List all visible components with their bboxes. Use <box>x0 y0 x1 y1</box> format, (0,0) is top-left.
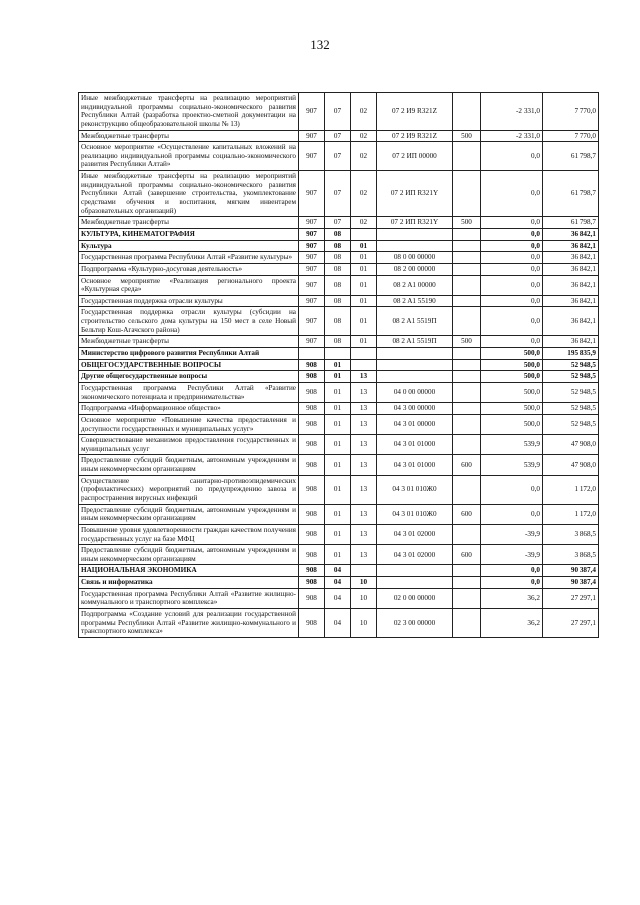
cell-total: 3 868,5 <box>543 545 599 565</box>
cell-subsection: 02 <box>351 171 377 217</box>
cell-expense-type <box>453 414 481 434</box>
cell-ministry: 908 <box>299 359 325 371</box>
cell-total: 61 798,7 <box>543 171 599 217</box>
cell-change: -2 331,0 <box>481 93 543 131</box>
cell-ministry: 908 <box>299 414 325 434</box>
cell-ministry: 908 <box>299 545 325 565</box>
table-row <box>79 217 599 229</box>
cell-target: 07 2 И9 R321Z <box>377 93 453 131</box>
cell-name: Межбюджетные трансферты <box>79 336 299 348</box>
cell-change: 0,0 <box>481 171 543 217</box>
cell-section: 08 <box>325 228 351 240</box>
cell-target: 07 2 И9 R321Z <box>377 130 453 142</box>
cell-expense-type: 500 <box>453 130 481 142</box>
cell-total: 1 172,0 <box>543 475 599 504</box>
cell-ministry <box>299 348 325 360</box>
cell-expense-type <box>453 348 481 360</box>
cell-expense-type <box>453 252 481 264</box>
cell-name: Другие общегосударственные вопросы <box>79 371 299 383</box>
cell-target: 08 2 A1 5519П <box>377 336 453 348</box>
cell-total: 36 842,1 <box>543 307 599 336</box>
cell-name: ОБЩЕГОСУДАРСТВЕННЫЕ ВОПРОСЫ <box>79 359 299 371</box>
cell-section: 08 <box>325 295 351 307</box>
cell-total: 36 842,1 <box>543 252 599 264</box>
cell-target <box>377 359 453 371</box>
cell-subsection: 13 <box>351 435 377 455</box>
cell-total: 90 387,4 <box>543 577 599 589</box>
cell-subsection: 02 <box>351 130 377 142</box>
cell-total: 36 842,1 <box>543 263 599 275</box>
table-row <box>79 142 599 171</box>
cell-section: 04 <box>325 565 351 577</box>
cell-subsection: 01 <box>351 275 377 295</box>
table-row <box>79 524 599 544</box>
cell-change: 539,9 <box>481 435 543 455</box>
cell-ministry: 908 <box>299 609 325 638</box>
cell-change: -39,9 <box>481 545 543 565</box>
cell-expense-type <box>453 275 481 295</box>
cell-expense-type <box>453 295 481 307</box>
cell-name: Предоставление субсидий бюджетным, автономным учреждениям и иным некоммерческим организациям <box>79 545 299 565</box>
cell-ministry: 908 <box>299 588 325 608</box>
cell-total: 36 842,1 <box>543 295 599 307</box>
cell-subsection: 01 <box>351 252 377 264</box>
cell-total: 1 172,0 <box>543 504 599 524</box>
cell-ministry: 907 <box>299 263 325 275</box>
table-row <box>79 504 599 524</box>
cell-subsection: 13 <box>351 371 377 383</box>
cell-expense-type <box>453 171 481 217</box>
cell-change: 0,0 <box>481 252 543 264</box>
cell-ministry: 908 <box>299 371 325 383</box>
table-row <box>79 455 599 475</box>
cell-change: 0,0 <box>481 475 543 504</box>
cell-name: Межбюджетные трансферты <box>79 217 299 229</box>
cell-ministry: 908 <box>299 475 325 504</box>
cell-name: Министерство цифрового развития Республики Алтай <box>79 348 299 360</box>
cell-subsection: 13 <box>351 414 377 434</box>
cell-change: 500,0 <box>481 414 543 434</box>
table-row <box>79 228 599 240</box>
table-row <box>79 171 599 217</box>
cell-total: 52 948,5 <box>543 359 599 371</box>
cell-target: 04 3 01 02000 <box>377 524 453 544</box>
cell-total: 52 948,5 <box>543 403 599 415</box>
cell-subsection: 02 <box>351 93 377 131</box>
cell-section: 01 <box>325 371 351 383</box>
cell-subsection: 01 <box>351 336 377 348</box>
cell-target <box>377 565 453 577</box>
cell-subsection: 01 <box>351 263 377 275</box>
cell-target: 08 0 00 00000 <box>377 252 453 264</box>
cell-section: 08 <box>325 252 351 264</box>
cell-name: Культура <box>79 240 299 252</box>
cell-ministry: 908 <box>299 455 325 475</box>
cell-name: Подпрограмма «Информационное общество» <box>79 403 299 415</box>
budget-table <box>78 92 599 638</box>
cell-subsection <box>351 565 377 577</box>
cell-expense-type <box>453 577 481 589</box>
cell-name: Государственная программа Республики Алтай «Развитие культуры» <box>79 252 299 264</box>
table-row <box>79 435 599 455</box>
cell-ministry: 907 <box>299 93 325 131</box>
cell-total: 7 770,0 <box>543 93 599 131</box>
cell-section: 01 <box>325 359 351 371</box>
cell-name: Связь и информатика <box>79 577 299 589</box>
cell-subsection: 10 <box>351 588 377 608</box>
cell-section: 07 <box>325 171 351 217</box>
cell-total: 52 948,5 <box>543 382 599 402</box>
cell-name: КУЛЬТУРА, КИНЕМАТОГРАФИЯ <box>79 228 299 240</box>
table-row <box>79 93 599 131</box>
cell-expense-type <box>453 228 481 240</box>
cell-total: 52 948,5 <box>543 371 599 383</box>
table-row <box>79 475 599 504</box>
cell-change: -39,9 <box>481 524 543 544</box>
cell-section: 07 <box>325 130 351 142</box>
cell-ministry: 907 <box>299 217 325 229</box>
table-row <box>79 240 599 252</box>
cell-expense-type <box>453 524 481 544</box>
table-body <box>79 93 599 638</box>
cell-section: 08 <box>325 263 351 275</box>
cell-target <box>377 371 453 383</box>
cell-subsection: 13 <box>351 403 377 415</box>
cell-ministry: 908 <box>299 435 325 455</box>
page-number: 132 <box>310 37 330 52</box>
table-row <box>79 336 599 348</box>
cell-change: 0,0 <box>481 275 543 295</box>
cell-change: 500,0 <box>481 371 543 383</box>
cell-expense-type: 600 <box>453 504 481 524</box>
cell-expense-type <box>453 371 481 383</box>
table-row <box>79 252 599 264</box>
cell-name: Государственная поддержка отрасли культуры <box>79 295 299 307</box>
cell-ministry: 907 <box>299 228 325 240</box>
cell-subsection: 13 <box>351 545 377 565</box>
cell-name: НАЦИОНАЛЬНАЯ ЭКОНОМИКА <box>79 565 299 577</box>
cell-subsection <box>351 228 377 240</box>
cell-section: 01 <box>325 455 351 475</box>
cell-name: Государственная поддержка отрасли культуры (субсидии на строительство сельского дома культуры на 150 мест в селе Новый Бельтир Кош-Агачского района) <box>79 307 299 336</box>
cell-subsection <box>351 359 377 371</box>
table-row <box>79 588 599 608</box>
cell-target: 08 2 A1 00000 <box>377 275 453 295</box>
cell-name: Подпрограмма «Создание условий для реализации государственной программы Республики Алтай «Развитие жилищно-коммунального и транспортного комплекса» <box>79 609 299 638</box>
cell-ministry: 907 <box>299 307 325 336</box>
cell-section: 01 <box>325 504 351 524</box>
cell-subsection: 02 <box>351 142 377 171</box>
table-row <box>79 565 599 577</box>
cell-change: 500,0 <box>481 403 543 415</box>
cell-section: 08 <box>325 275 351 295</box>
cell-subsection: 13 <box>351 524 377 544</box>
cell-expense-type <box>453 588 481 608</box>
cell-expense-type <box>453 359 481 371</box>
cell-name: Подпрограмма «Культурно-досуговая деятельность» <box>79 263 299 275</box>
cell-ministry: 907 <box>299 252 325 264</box>
cell-expense-type <box>453 565 481 577</box>
cell-total: 27 297,1 <box>543 609 599 638</box>
cell-total: 3 868,5 <box>543 524 599 544</box>
table-row <box>79 275 599 295</box>
cell-target <box>377 240 453 252</box>
cell-subsection: 10 <box>351 609 377 638</box>
cell-section: 08 <box>325 240 351 252</box>
cell-section: 07 <box>325 142 351 171</box>
cell-change: 500,0 <box>481 359 543 371</box>
cell-change: 0,0 <box>481 263 543 275</box>
cell-target <box>377 348 453 360</box>
cell-name: Иные межбюджетные трансферты на реализацию мероприятий индивидуальной программы социально-экономического развития Республики Алтай (разработка проектно-сметной документации на реконструкцию общеобразовательной школы № 13) <box>79 93 299 131</box>
cell-section: 08 <box>325 307 351 336</box>
cell-total: 52 948,5 <box>543 414 599 434</box>
table-row <box>79 382 599 402</box>
cell-ministry: 907 <box>299 142 325 171</box>
cell-expense-type: 600 <box>453 545 481 565</box>
cell-total: 36 842,1 <box>543 275 599 295</box>
cell-change: 0,0 <box>481 504 543 524</box>
table-row <box>79 371 599 383</box>
cell-name: Предоставление субсидий бюджетным, автономным учреждениям и иным некоммерческим организациям <box>79 504 299 524</box>
cell-target <box>377 577 453 589</box>
cell-expense-type <box>453 475 481 504</box>
cell-subsection: 01 <box>351 240 377 252</box>
cell-section: 04 <box>325 588 351 608</box>
cell-name: Государственная программа Республики Алтай «Развитие экономического потенциала и предпринимательства» <box>79 382 299 402</box>
cell-change: 0,0 <box>481 217 543 229</box>
cell-name: Осуществление санитарно-противоэпидемических (профилактических) мероприятий по предупреждению завоза и распространения вирусных инфекций <box>79 475 299 504</box>
cell-ministry: 908 <box>299 403 325 415</box>
cell-section: 01 <box>325 403 351 415</box>
cell-target: 04 0 00 00000 <box>377 382 453 402</box>
table-row <box>79 307 599 336</box>
cell-expense-type <box>453 609 481 638</box>
cell-change: 0,0 <box>481 577 543 589</box>
cell-target: 04 3 01 00000 <box>377 414 453 434</box>
table-row <box>79 263 599 275</box>
cell-ministry: 907 <box>299 171 325 217</box>
cell-subsection <box>351 348 377 360</box>
cell-name: Государственная программа Республики Алтай «Развитие жилищно-коммунального и транспортного комплекса» <box>79 588 299 608</box>
cell-target: 04 3 01 010Ж0 <box>377 504 453 524</box>
cell-section <box>325 348 351 360</box>
cell-name: Предоставление субсидий бюджетным, автономным учреждениям и иным некоммерческим организациям <box>79 455 299 475</box>
cell-subsection: 01 <box>351 295 377 307</box>
cell-total: 7 770,0 <box>543 130 599 142</box>
cell-target <box>377 228 453 240</box>
cell-ministry: 908 <box>299 577 325 589</box>
cell-ministry: 908 <box>299 524 325 544</box>
cell-target: 04 3 01 010Ж0 <box>377 475 453 504</box>
cell-change: 36,2 <box>481 588 543 608</box>
cell-target: 07 2 ИП R321Y <box>377 171 453 217</box>
cell-expense-type <box>453 240 481 252</box>
cell-name: Совершенствование механизмов предоставления государственных и муниципальных услуг <box>79 435 299 455</box>
table-row <box>79 359 599 371</box>
cell-total: 47 908,0 <box>543 455 599 475</box>
table-row <box>79 609 599 638</box>
table-row <box>79 295 599 307</box>
cell-target: 04 3 01 01000 <box>377 435 453 455</box>
cell-section: 08 <box>325 336 351 348</box>
table-row <box>79 348 599 360</box>
cell-expense-type <box>453 403 481 415</box>
cell-change: 0,0 <box>481 565 543 577</box>
cell-subsection: 13 <box>351 382 377 402</box>
cell-section: 01 <box>325 475 351 504</box>
cell-target: 04 3 00 00000 <box>377 403 453 415</box>
cell-subsection: 10 <box>351 577 377 589</box>
cell-change: 0,0 <box>481 295 543 307</box>
cell-ministry: 907 <box>299 240 325 252</box>
cell-name: Основное мероприятие «Повышение качества предоставления и доступности государственных и муниципальных услуг» <box>79 414 299 434</box>
cell-name: Межбюджетные трансферты <box>79 130 299 142</box>
cell-target: 04 3 01 01000 <box>377 455 453 475</box>
cell-expense-type <box>453 93 481 131</box>
cell-total: 61 798,7 <box>543 142 599 171</box>
cell-name: Повышение уровня удовлетворенности граждан качеством получения государственных услуг на базе МФЦ <box>79 524 299 544</box>
cell-change: 0,0 <box>481 307 543 336</box>
cell-target: 08 2 00 00000 <box>377 263 453 275</box>
cell-ministry: 908 <box>299 504 325 524</box>
cell-section: 01 <box>325 545 351 565</box>
cell-section: 01 <box>325 435 351 455</box>
cell-target: 07 2 ИП 00000 <box>377 142 453 171</box>
cell-expense-type: 500 <box>453 217 481 229</box>
table-row <box>79 403 599 415</box>
cell-change: 500,0 <box>481 382 543 402</box>
cell-ministry: 907 <box>299 295 325 307</box>
cell-total: 36 842,1 <box>543 240 599 252</box>
cell-total: 195 835,9 <box>543 348 599 360</box>
cell-change: 0,0 <box>481 142 543 171</box>
cell-section: 07 <box>325 93 351 131</box>
cell-total: 90 387,4 <box>543 565 599 577</box>
cell-section: 07 <box>325 217 351 229</box>
cell-section: 04 <box>325 609 351 638</box>
cell-total: 36 842,1 <box>543 336 599 348</box>
cell-expense-type <box>453 307 481 336</box>
cell-change: 500,0 <box>481 348 543 360</box>
cell-change: -2 331,0 <box>481 130 543 142</box>
cell-total: 27 297,1 <box>543 588 599 608</box>
cell-change: 539,9 <box>481 455 543 475</box>
cell-section: 01 <box>325 524 351 544</box>
cell-change: 0,0 <box>481 240 543 252</box>
cell-name: Основное мероприятие «Осуществление капитальных вложений на реализацию индивидуальной программы социально-экономического развития Республики Алтай» <box>79 142 299 171</box>
cell-section: 04 <box>325 577 351 589</box>
cell-subsection: 02 <box>351 217 377 229</box>
cell-change: 0,0 <box>481 336 543 348</box>
cell-change: 0,0 <box>481 228 543 240</box>
cell-expense-type: 500 <box>453 336 481 348</box>
cell-subsection: 01 <box>351 307 377 336</box>
cell-total: 47 908,0 <box>543 435 599 455</box>
table-row <box>79 545 599 565</box>
cell-section: 01 <box>325 382 351 402</box>
cell-target: 02 0 00 00000 <box>377 588 453 608</box>
cell-target: 07 2 ИП R321Y <box>377 217 453 229</box>
table-row <box>79 414 599 434</box>
cell-subsection: 13 <box>351 475 377 504</box>
cell-name: Иные межбюджетные трансферты на реализацию мероприятий индивидуальной программы социально-экономического развития Республики Алтай (завершение строительства, укомплектование средствами обучения и воспитания, мягким инвентарем образовательных организаций) <box>79 171 299 217</box>
cell-subsection: 13 <box>351 455 377 475</box>
cell-total: 36 842,1 <box>543 228 599 240</box>
cell-name: Основное мероприятие «Реализация регионального проекта «Культурная среда» <box>79 275 299 295</box>
cell-expense-type <box>453 142 481 171</box>
cell-subsection: 13 <box>351 504 377 524</box>
cell-expense-type <box>453 435 481 455</box>
cell-target: 08 2 A1 5519П <box>377 307 453 336</box>
table-row <box>79 577 599 589</box>
cell-ministry: 907 <box>299 130 325 142</box>
cell-change: 36,2 <box>481 609 543 638</box>
cell-ministry: 907 <box>299 336 325 348</box>
cell-expense-type: 600 <box>453 455 481 475</box>
cell-target: 02 3 00 00000 <box>377 609 453 638</box>
table-row <box>79 130 599 142</box>
cell-target: 04 3 01 02000 <box>377 545 453 565</box>
cell-ministry: 908 <box>299 565 325 577</box>
cell-ministry: 907 <box>299 275 325 295</box>
cell-target: 08 2 A1 55190 <box>377 295 453 307</box>
cell-total: 61 798,7 <box>543 217 599 229</box>
cell-ministry: 908 <box>299 382 325 402</box>
cell-section: 01 <box>325 414 351 434</box>
cell-expense-type <box>453 382 481 402</box>
cell-expense-type <box>453 263 481 275</box>
